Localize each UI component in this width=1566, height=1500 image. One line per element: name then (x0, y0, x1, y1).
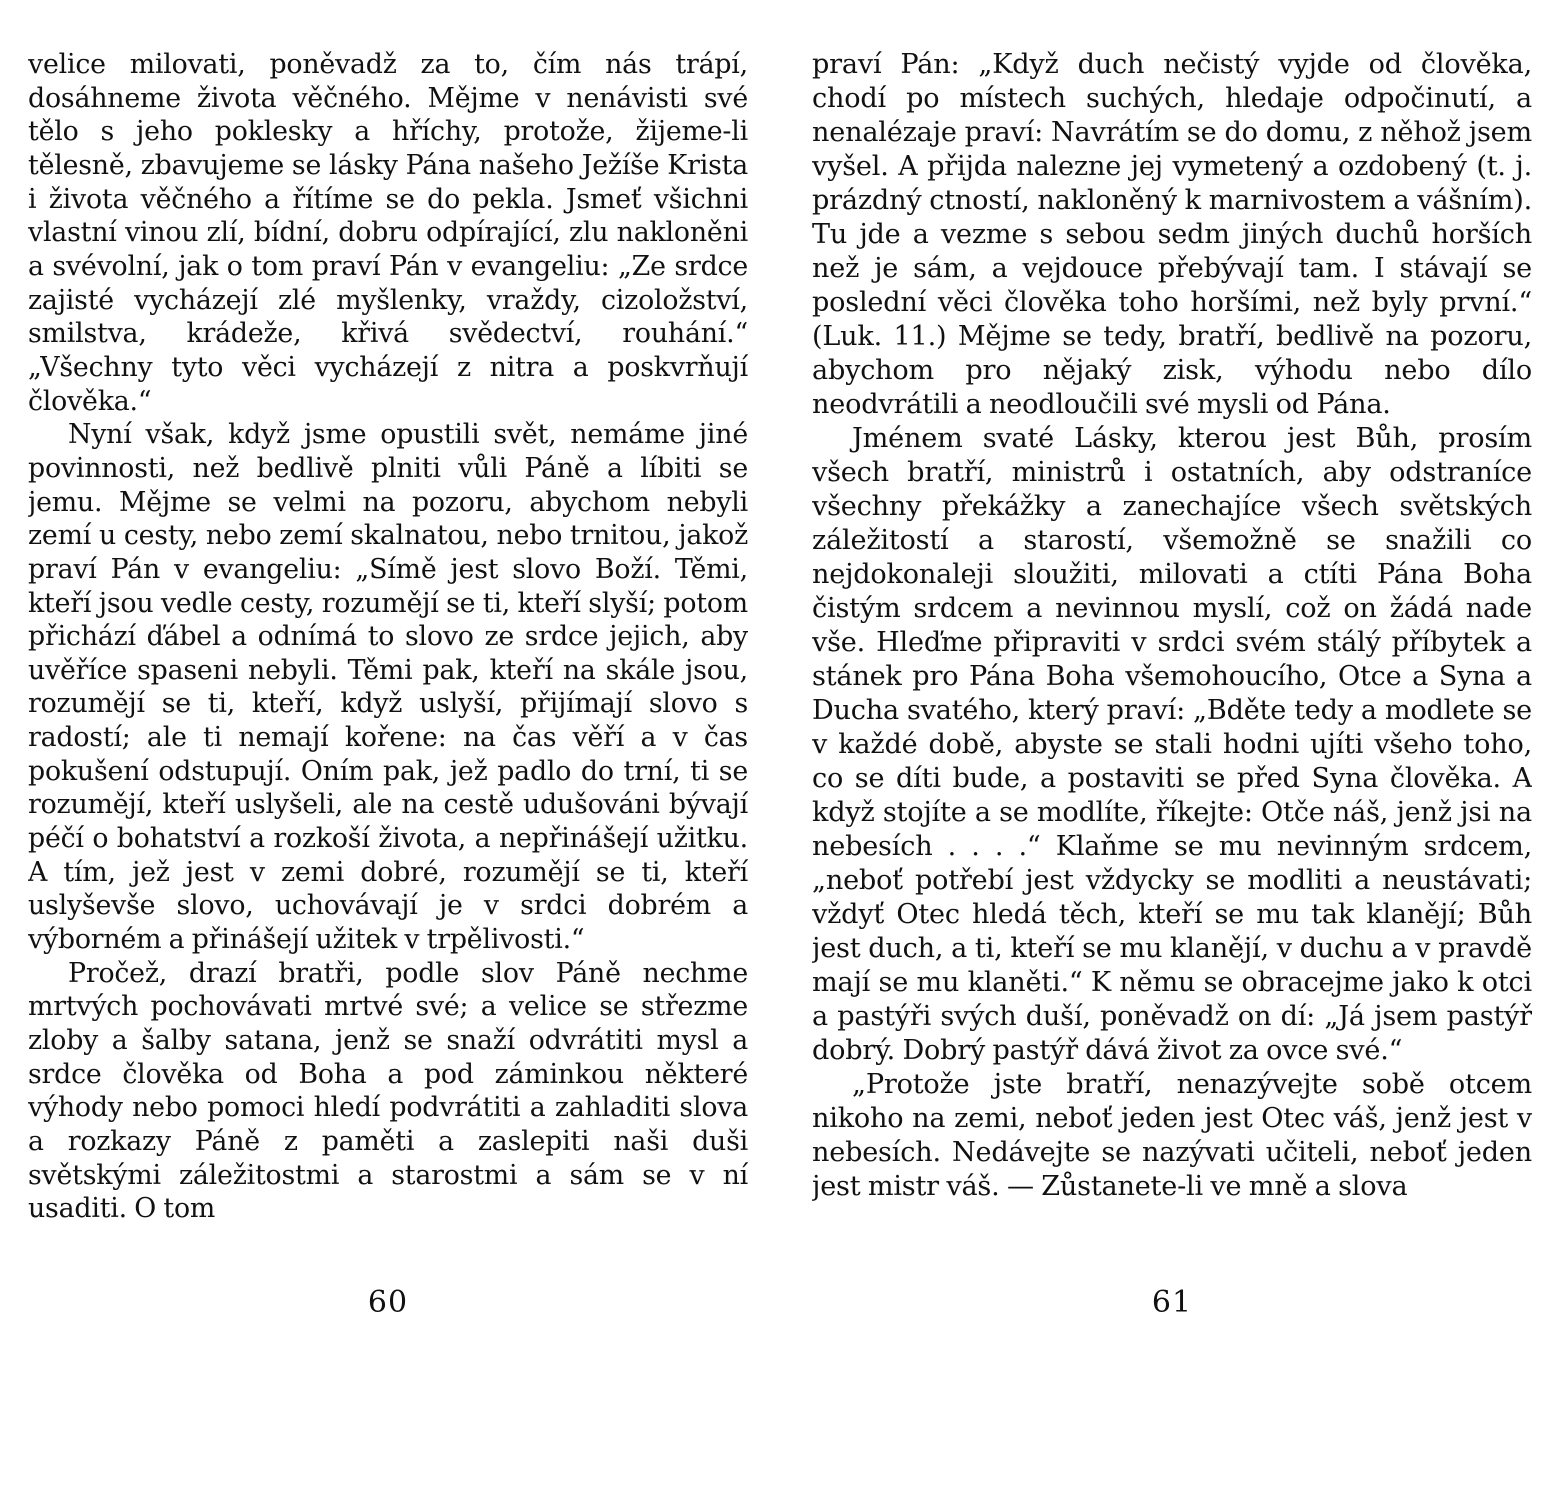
left-page-text (28, 48, 748, 1226)
left-paragraph-2: Nyní však, když jsme opustili svět, nemáme jiné povinnosti, než bedlivě plniti vůli Páně a líbiti se jemu. Mějme se velmi na pozoru, abychom nebyli zemí u cesty, nebo zemí skalnatou, nebo trnitou, jakož praví Pán v evangeliu: „Símě jest slovo Boží. Těmi, kteří jsou vedle cesty, rozumějí se ti, kteří slyší; potom přichází ďábel a odnímá to slovo ze srdce jejich, aby uvěříce spaseni nebyli. Těmi pak, kteří na skále jsou, rozumějí se ti, kteří, když uslyší, přijímají slovo s radostí; ale ti nemají kořene: na čas věří a v čas pokušení odstupují. Oním pak, jež padlo do trní, ti se rozumějí, kteří uslyšeli, ale na cestě udušováni bývají péčí o bohatství a rozkoší života, a nepřinášejí užitku. A tím, jež jest v zemi dobré, rozumějí se ti, kteří uslyševše slovo, uchovávají je v srdci dobrém a výborném a přinášejí užitek v trpělivosti.“ (28, 419, 748, 956)
left-paragraph-3: Pročež, drazí bratři, podle slov Páně nechme mrtvých pochovávati mrtvé své; a velice se střezme zloby a šalby satana, jenž se snaží odvrátiti mysl a srdce člověka od Boha a pod záminkou některé výhody nebo pomoci hledí podvrátiti a zahladiti slova a rozkazy Páně z paměti a zaslepiti naši duši světskými záležitostmi a starostmi a sám se v ní usaditi. O tom (28, 957, 748, 1225)
right-page (812, 48, 1532, 1228)
right-page-text (812, 48, 1532, 1204)
right-page-number: 61 (1151, 1285, 1193, 1320)
right-paragraph-3: „Protože jste bratří, nenazývejte sobě otcem nikoho na zemi, neboť jeden jest Otec váš, jenž jest v nebesích. Nedávejte se nazývati učiteli, neboť jeden jest mistr váš. — Zůstanete-li ve mně a slova (812, 1069, 1532, 1202)
left-page (28, 48, 748, 1228)
left-page-number: 60 (367, 1285, 409, 1320)
right-paragraph-2: Jménem svaté Lásky, kterou jest Bůh, prosím všech bratří, ministrů i ostatních, aby odstraníce všechny překážky a zanechajíce všech světských záležitostí a starostí, všemožně se snažili co nejdokonaleji sloužiti, milovati a ctíti Pána Boha čistým srdcem a nevinnou myslí, což on žádá nade vše. Hleďme připraviti v srdci svém stálý příbytek a stánek pro Pána Boha všemohoucího, Otce a Syna a Ducha svatého, který praví: „Bděte tedy a modlete se v každé době, abyste se stali hodni ujíti všeho toho, co se díti bude, a postaviti se před Syna člověka. A když stojíte a se modlíte, říkejte: Otče náš, jenž jsi na nebesích . . . .“ Klaňme se mu nevinným srdcem, „neboť potřebí jest vždycky se modliti a neustávati; vždyť Otec hledá těch, kteří se mu tak klanějí; Bůh jest duch, a ti, kteří se mu klanějí, v duchu a v pravdě mají se mu klaněti.“ K němu se obracejme jako k otci a pastýři svých duší, poněvadž on dí: „Já jsem pastýř dobrý. Dobrý pastýř dává život za ovce své.“ (812, 423, 1532, 1066)
right-paragraph-1: praví Pán: „Když duch nečistý vyjde od člověka, chodí po místech suchých, hledaje odpočinutí, a nenalézaje praví: Navrátím se do domu, z něhož jsem vyšel. A přijda nalezne jej vymetený a ozdobený (t. j. prázdný ctností, nakloněný k marnivostem a vášním). Tu jde a vezme s sebou sedm jiných duchů horších než je sám, a vejdouce přebývají tam. I stávají se poslední věci člověka toho horšími, než byly první.“ (Luk. 11.) Mějme se tedy, bratří, bedlivě na pozoru, abychom pro nějaký zisk, výhodu nebo dílo neodvrátili a neodloučili své mysli od Pána. (812, 49, 1532, 420)
left-paragraph-1: velice milovati, poněvadž za to, čím nás trápí, dosáhneme života věčného. Mějme v nenávisti své tělo s jeho poklesky a hříchy, protože, žijeme-li tělesně, zbavujeme se lásky Pána našeho Ježíše Krista i života věčného a řítíme se do pekla. Jsmeť všichni vlastní vinou zlí, bídní, dobru odpírající, zlu nakloněni a svévolní, jak o tom praví Pán v evangeliu: „Ze srdce zajisté vycházejí zlé myšlenky, vraždy, cizoložství, smilstva, krádeže, křivá svědectví, rouhání.“ „Všechny tyto věci vycházejí z nitra a poskvrňují člověka.“ (28, 49, 748, 417)
